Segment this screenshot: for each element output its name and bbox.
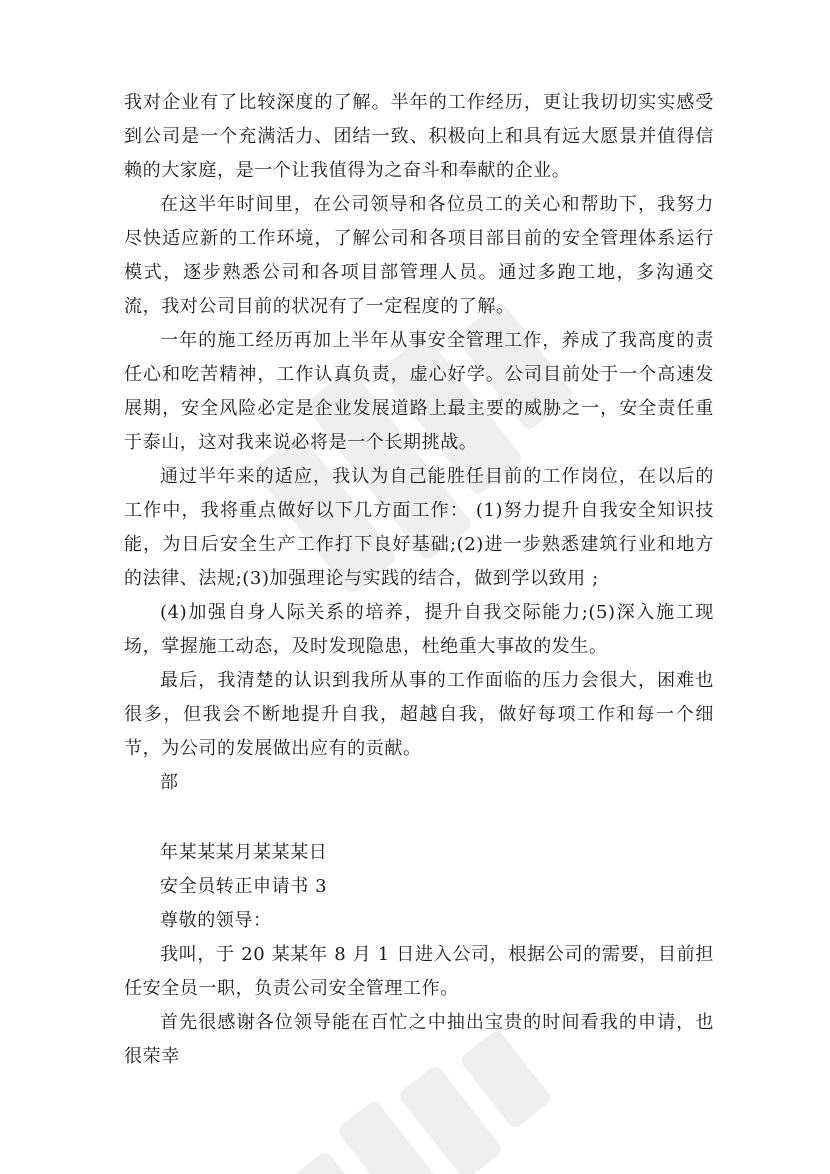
- signature-department: 部: [160, 772, 179, 793]
- signature-date: 年某某某月某某某日: [160, 842, 328, 863]
- salutation: 尊敬的领导：: [160, 910, 272, 931]
- paragraph-3: 一年的施工经历再加上半年从事安全管理工作，养成了我高度的责任心和吃苦精神，工作认真负责，虚心好学。公司目前处于一个高速发展期，安全风险必定是企业发展道路上最主要的威胁之一，安全责任重于泰山，这对我来说必将是一个长期挑战。: [124, 330, 714, 453]
- document-body: [124, 86, 714, 1074]
- paragraph-5: (4)加强自身人际关系的培养，提升自我交际能力;(5)深入施工现场，掌握施工动态，及时发现隐患，杜绝重大事故的发生。: [124, 602, 714, 657]
- paragraph-2: 在这半年时间里，在公司领导和各位员工的关心和帮助下，我努力尽快适应新的工作环境，了解公司和各项目部目前的安全管理体系运行模式，逐步熟悉公司和各项目部管理人员。通过多跑工地，多沟通交流，我对公司目前的状况有了一定程度的了解。: [124, 194, 714, 317]
- paragraph-intro: 我叫，于 20 某某年 8 月 1 日进入公司，根据公司的需要，目前担任安全员一职，负责公司安全管理工作。: [124, 944, 714, 999]
- paragraph-1: 我对企业有了比较深度的了解。半年的工作经历，更让我切切实实感受到公司是一个充满活力、团结一致、积极向上和具有远大愿景并值得信赖的大家庭，是一个让我值得为之奋斗和奉献的企业。: [124, 92, 714, 181]
- paragraph-thanks: 首先很感谢各位领导能在百忙之中抽出宝贵的时间看我的申请，也很荣幸: [124, 1012, 714, 1067]
- paragraph-6: 最后，我清楚的认识到我所从事的工作面临的压力会很大，困难也很多，但我会不断地提升自我，超越自我，做好每项工作和每一个细节，为公司的发展做出应有的贡献。: [124, 670, 714, 759]
- section-title: 安全员转正申请书 3: [160, 876, 328, 897]
- blank-line: [124, 800, 714, 836]
- paragraph-4: 通过半年来的适应，我认为自己能胜任目前的工作岗位，在以后的工作中，我将重点做好以下几方面工作： (1)努力提升自我安全知识技能，为日后安全生产工作打下良好基础;(2)进一步熟悉建筑行业和地方的法律、法规;(3)加强理论与实践的结合，做到学以致用 ;: [124, 466, 714, 589]
